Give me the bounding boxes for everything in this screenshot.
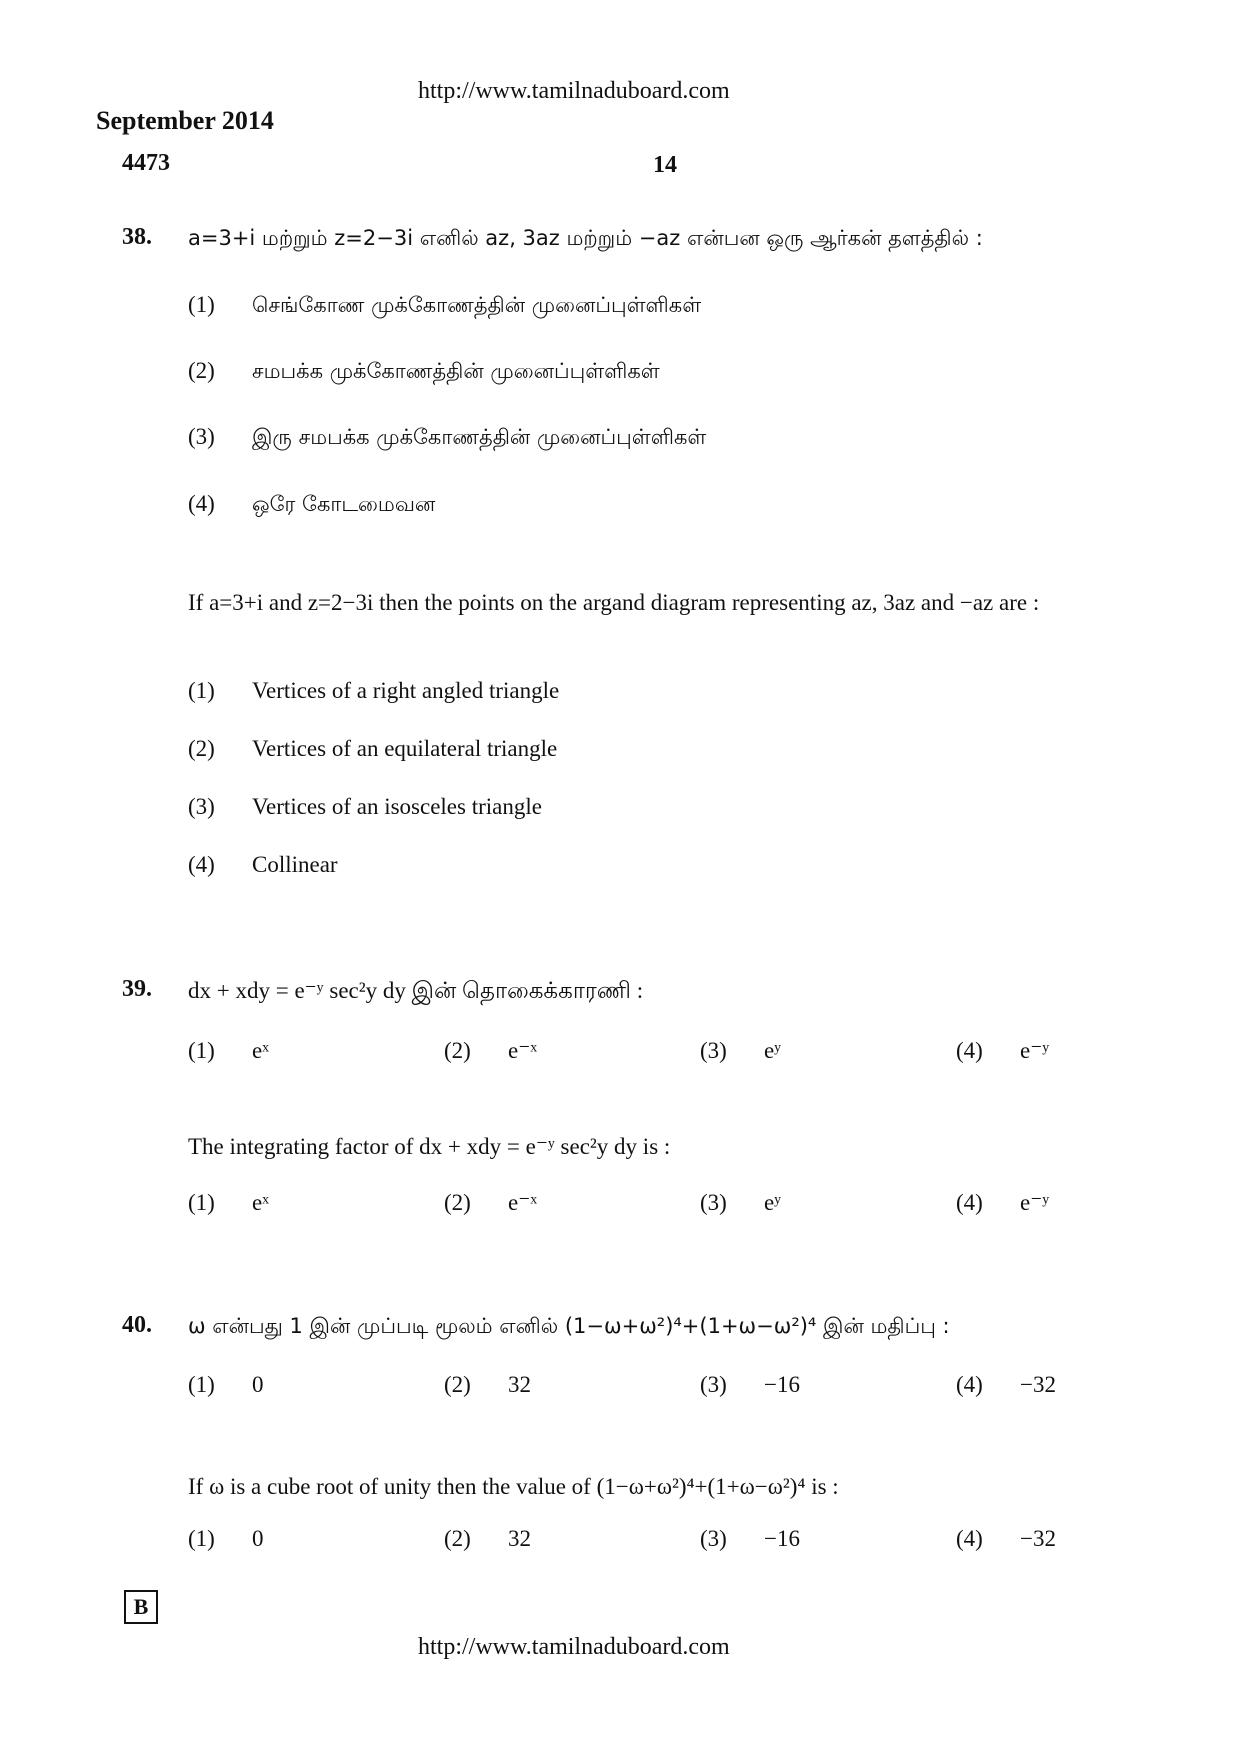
- q39-tamil-option-3: (3) eʸ: [700, 1038, 782, 1063]
- q39-tamil-option-1: (1) eˣ: [188, 1038, 269, 1063]
- question-40-english-text: If ω is a cube root of unity then the value of (1−ω+ω²)⁴+(1+ω−ω²)⁴ is :: [188, 1474, 839, 1499]
- q40-tamil-option-3: (3) −16: [700, 1372, 800, 1397]
- q40-tamil-option-2: (2) 32: [444, 1372, 531, 1397]
- question-39-tamil-text: dx + xdy = e⁻ʸ sec²y dy இன் தொகைக்காரணி :: [188, 978, 644, 1003]
- q38-tamil-option-2: (2) சமபக்க முக்கோணத்தின் முனைப்புள்ளிகள்: [188, 358, 660, 383]
- q38-english-option-4: (4) Collinear: [188, 852, 338, 877]
- header-url: http://www.tamilnaduboard.com: [418, 78, 730, 104]
- question-38-tamil-text: a=3+i மற்றும் z=2−3i எனில் az, 3az மற்றும் −az என்பன ஒரு ஆர்கன் தளத்தில் :: [188, 226, 983, 250]
- q40-english-option-4: (4) −32: [956, 1526, 1056, 1551]
- q40-tamil-options: [188, 1372, 1088, 1406]
- q40-english-option-3: (3) −16: [700, 1526, 800, 1551]
- q40-english-option-1: (1) 0: [188, 1526, 264, 1551]
- question-39-english-text: The integrating factor of dx + xdy = e⁻ʸ sec²y dy is :: [188, 1134, 671, 1159]
- q39-english-option-4: (4) e⁻ʸ: [956, 1190, 1050, 1215]
- footer-url: http://www.tamilnaduboard.com: [418, 1634, 730, 1660]
- q39-english-option-1: (1) eˣ: [188, 1190, 269, 1215]
- q38-tamil-option-1: (1) செங்கோண முக்கோணத்தின் முனைப்புள்ளிகள்: [188, 292, 702, 317]
- q38-english-option-3: (3) Vertices of an isosceles triangle: [188, 794, 542, 819]
- q38-tamil-option-3: (3) இரு சமபக்க முக்கோணத்தின் முனைப்புள்ளிகள்: [188, 424, 707, 449]
- q39-tamil-option-2: (2) e⁻ˣ: [444, 1038, 537, 1063]
- q40-english-option-2: (2) 32: [444, 1526, 531, 1551]
- q40-tamil-option-4: (4) −32: [956, 1372, 1056, 1397]
- question-number-40: 40.: [122, 1312, 152, 1338]
- q38-tamil-option-4: (4) ஒரே கோடமைவன: [188, 491, 436, 516]
- q39-english-option-2: (2) e⁻ˣ: [444, 1190, 537, 1215]
- q40-tamil-option-1: (1) 0: [188, 1372, 264, 1397]
- question-number-38: 38.: [122, 224, 152, 250]
- q39-english-options: [188, 1190, 1088, 1224]
- exam-date: September 2014: [96, 106, 274, 135]
- question-number-39: 39.: [122, 976, 152, 1002]
- q38-english-option-1: (1) Vertices of a right angled triangle: [188, 678, 560, 703]
- paper-code: 4473: [122, 150, 170, 176]
- question-40-tamil-text: ω என்பது 1 இன் முப்படி மூலம் எனில் (1−ω+ω²)⁴+(1+ω−ω²)⁴ இன் மதிப்பு :: [188, 1314, 950, 1338]
- q38-english-option-2: (2) Vertices of an equilateral triangle: [188, 736, 558, 761]
- question-38-english-text: If a=3+i and z=2−3i then the points on the argand diagram representing az, 3az and −az are :: [188, 590, 1040, 615]
- q40-english-options: [188, 1526, 1088, 1560]
- q39-english-option-3: (3) eʸ: [700, 1190, 782, 1215]
- page-number: 14: [653, 152, 677, 178]
- booklet-series-badge: B: [124, 1590, 158, 1624]
- q39-tamil-option-4: (4) e⁻ʸ: [956, 1038, 1050, 1063]
- q39-tamil-options: [188, 1038, 1088, 1072]
